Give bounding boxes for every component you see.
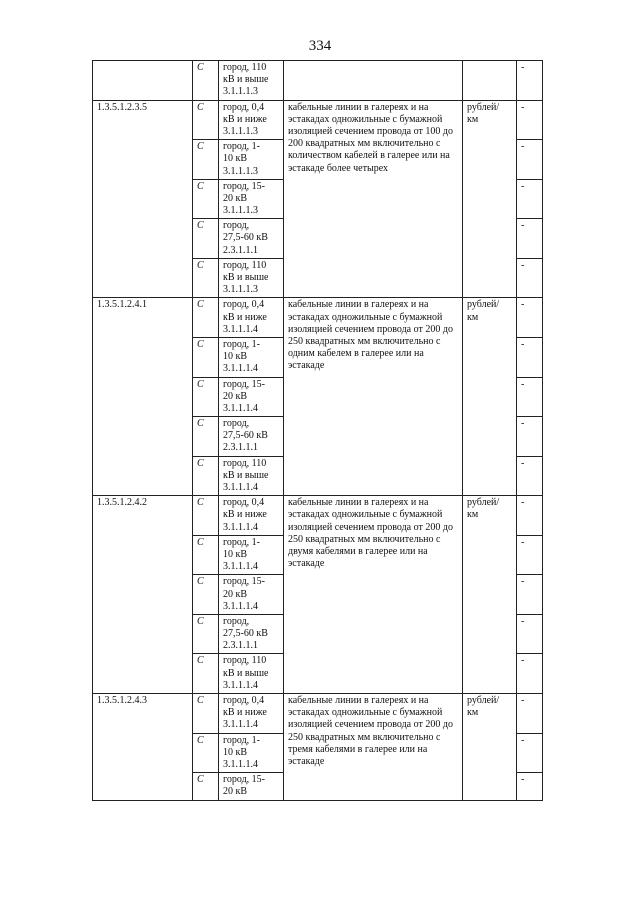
zone-cell: город, 15- 20 кВ 3.1.1.1.4 — [219, 377, 284, 417]
value-cell: - — [517, 535, 543, 575]
value-cell: - — [517, 417, 543, 457]
value-cell: - — [517, 773, 543, 800]
value-cell: - — [517, 654, 543, 694]
letter-cell: C — [193, 654, 219, 694]
zone-cell: город, 27,5-60 кВ 2.3.1.1.1 — [219, 417, 284, 457]
value-cell: - — [517, 258, 543, 298]
code-cell: 1.3.5.1.2.3.5 — [93, 100, 193, 298]
table-row — [93, 100, 543, 140]
zone-cell: город, 110 кВ и выше 3.1.1.1.4 — [219, 456, 284, 496]
value-cell: - — [517, 496, 543, 536]
value-cell: - — [517, 614, 543, 654]
value-cell: - — [517, 456, 543, 496]
page-number: 334 — [308, 38, 332, 54]
value-cell: - — [517, 179, 543, 219]
letter-cell: C — [193, 575, 219, 615]
zone-cell: город, 15- 20 кВ 3.1.1.1.3 — [219, 179, 284, 219]
description-cell: кабельные линии в галереях и на эстакадах одножильные с бумажной изоляцией сечением провода от 200 до 250 квадратных мм включительно с тремя кабелями в галерее или на эстакаде — [284, 694, 463, 801]
zone-cell: город, 27,5-60 кВ 2.3.1.1.1 — [219, 614, 284, 654]
unit-cell: рублей/ км — [463, 694, 517, 801]
table-row — [93, 298, 543, 338]
zone-cell: город, 27,5-60 кВ 2.3.1.1.1 — [219, 219, 284, 259]
zone-cell: город, 0,4 кВ и ниже 3.1.1.1.3 — [219, 100, 284, 140]
table-row — [93, 496, 543, 536]
letter-cell: C — [193, 377, 219, 417]
value-cell: - — [517, 219, 543, 259]
value-cell: - — [517, 733, 543, 773]
letter-cell: C — [193, 733, 219, 773]
zone-cell: город, 110 кВ и выше 3.1.1.1.3 — [219, 61, 284, 101]
value-cell: - — [517, 61, 543, 101]
zone-cell: город, 110 кВ и выше 3.1.1.1.4 — [219, 654, 284, 694]
letter-cell: C — [193, 179, 219, 219]
value-cell: - — [517, 140, 543, 180]
letter-cell: C — [193, 298, 219, 338]
letter-cell: C — [193, 337, 219, 377]
unit-cell: рублей/ км — [463, 496, 517, 694]
unit-cell: рублей/ км — [463, 298, 517, 496]
code-cell — [93, 61, 193, 101]
zone-cell: город, 1- 10 кВ 3.1.1.1.3 — [219, 140, 284, 180]
value-cell: - — [517, 575, 543, 615]
value-cell: - — [517, 377, 543, 417]
zone-cell: город, 15- 20 кВ — [219, 773, 284, 800]
code-cell: 1.3.5.1.2.4.3 — [93, 694, 193, 801]
tariff-table — [92, 60, 543, 801]
letter-cell: C — [193, 496, 219, 536]
zone-cell: город, 15- 20 кВ 3.1.1.1.4 — [219, 575, 284, 615]
zone-cell: город, 1- 10 кВ 3.1.1.1.4 — [219, 337, 284, 377]
zone-cell: город, 1- 10 кВ 3.1.1.1.4 — [219, 733, 284, 773]
letter-cell: C — [193, 100, 219, 140]
zone-cell: город, 0,4 кВ и ниже 3.1.1.1.4 — [219, 694, 284, 734]
letter-cell: C — [193, 140, 219, 180]
letter-cell: C — [193, 219, 219, 259]
zone-cell: город, 0,4 кВ и ниже 3.1.1.1.4 — [219, 496, 284, 536]
description-cell — [284, 61, 463, 101]
description-cell: кабельные линии в галереях и на эстакадах одножильные с бумажной изоляцией сечением провода от 200 до 250 квадратных мм включительно с одним кабелем в галерее или на эстакаде — [284, 298, 463, 496]
letter-cell: C — [193, 614, 219, 654]
unit-cell: рублей/ км — [463, 100, 517, 298]
letter-cell: C — [193, 694, 219, 734]
zone-cell: город, 0,4 кВ и ниже 3.1.1.1.4 — [219, 298, 284, 338]
code-cell: 1.3.5.1.2.4.1 — [93, 298, 193, 496]
zone-cell: город, 110 кВ и выше 3.1.1.1.3 — [219, 258, 284, 298]
value-cell: - — [517, 298, 543, 338]
value-cell: - — [517, 694, 543, 734]
description-cell: кабельные линии в галереях и на эстакадах одножильные с бумажной изоляцией сечением провода от 200 до 250 квадратных мм включительно с двумя кабелями в галерее или на эстакаде — [284, 496, 463, 694]
letter-cell: C — [193, 61, 219, 101]
unit-cell — [463, 61, 517, 101]
letter-cell: C — [193, 258, 219, 298]
letter-cell: C — [193, 456, 219, 496]
description-cell: кабельные линии в галереях и на эстакадах одножильные с бумажной изоляцией сечением провода от 100 до 200 квадратных мм включительно с количеством кабелей в галерее или на эстакаде более четырех — [284, 100, 463, 298]
value-cell: - — [517, 337, 543, 377]
letter-cell: C — [193, 417, 219, 457]
value-cell: - — [517, 100, 543, 140]
zone-cell: город, 1- 10 кВ 3.1.1.1.4 — [219, 535, 284, 575]
table-row — [93, 694, 543, 734]
code-cell: 1.3.5.1.2.4.2 — [93, 496, 193, 694]
letter-cell: C — [193, 773, 219, 800]
table-row — [93, 61, 543, 101]
letter-cell: C — [193, 535, 219, 575]
